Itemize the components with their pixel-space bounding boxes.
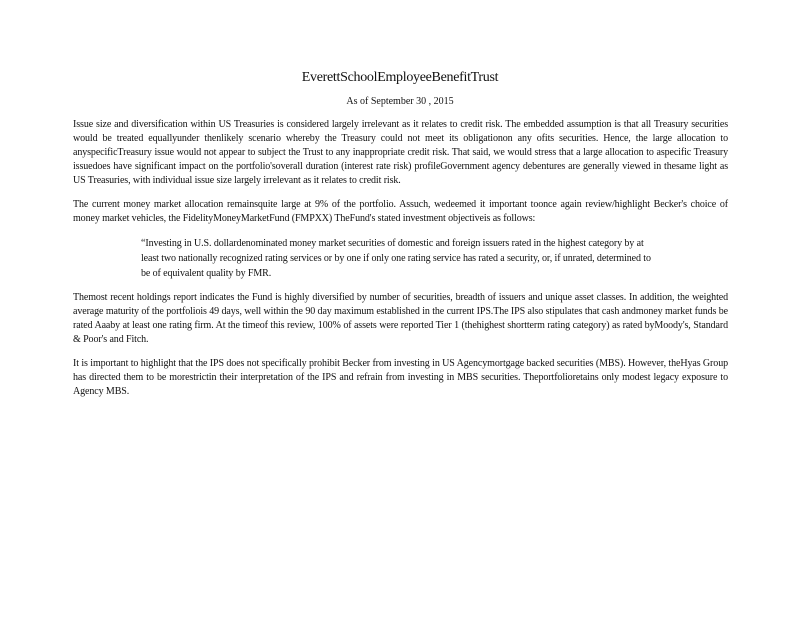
- paragraph-money-market: The current money market allocation remainsquite large at 9% of the portfolio. Assuch, wedeemed it important toonce again review/highlight Becker's choice of money market vehicles, the FidelityMoneyMarketFund (FMPXX) TheFund's stated investment objectiveis as follows:: [73, 199, 728, 224]
- document-title: EverettSchoolEmployeeBenefitTrust: [301, 70, 499, 85]
- paragraph-holdings-report: Themost recent holdings report indicates the Fund is highly diversified by number of securities, breadth of issuers and unique asset classes. In addition, the weighted average maturity of the portfoliois 49 days, well within the 90 day maximum established in the current IPS.The IPS also stipulates that cash andmoney market funds be rated Aaaby at least one rating firm. At the timeof this review, 100% of assets were reported Tier 1 (thehighest shortterm rating category) as rated byMoody's, Standard & Poor's and Fitch.: [73, 292, 728, 345]
- as-of-date: As of September 30 , 2015: [346, 96, 454, 107]
- document-body: [73, 118, 728, 409]
- paragraph-issue-size: Issue size and diversification within US Treasuries is considered largely irrelevant as it relates to credit risk. The embedded assumption is that all Treasury securities would be treated equallyunder thenlikely scenario whereby the Treasury could not meet its obligationon any ofits securities. Hence, the large allocation to anyspecificTreasury issue would not appear to subject the Trust to any inappropriate credit risk. That said, we would stress that a large allocation to aspecific Treasury issuedoes have significant impact on the portfolio'soverall duration (interest rate risk) profileGovernment agency debentures are generally viewed in thesame light as US Treasuries, with individual issue size largely irrelevant as it relates to credit risk.: [73, 119, 728, 186]
- paragraph-mbs: It is important to highlight that the IPS does not specifically prohibit Becker from investing in US Agencymortgage backed securities (MBS). However, theHyas Group has directed them to be morestrictin their interpretation of the IPS and refrain from investing in MBS securities. Theportfolioretains only modest legacy exposure to Agency MBS.: [73, 358, 728, 397]
- fund-objective-quote: “Investing in U.S. dollardenominated money market securities of domestic and foreign issuers rated in the highest category by at least two nationally recognized rating services or by one if only one rating service has rated a security, or, if unrated, determined to be of equivalent quality by FMR.: [141, 238, 651, 279]
